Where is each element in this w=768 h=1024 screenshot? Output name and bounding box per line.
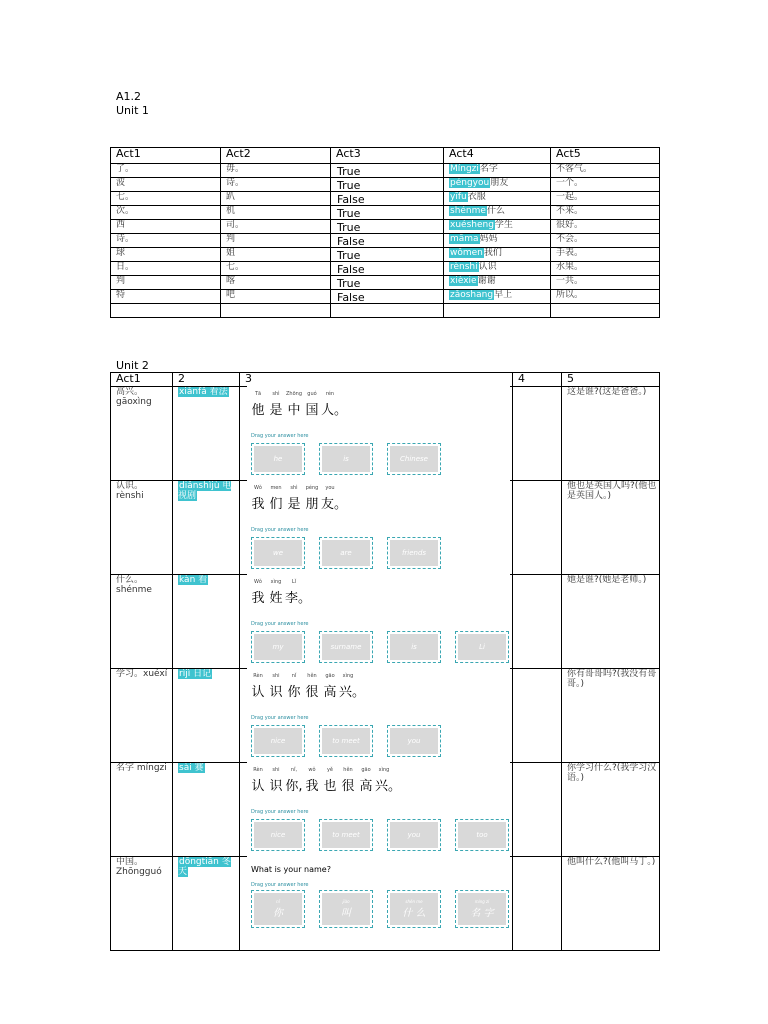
act4-cell <box>444 234 551 248</box>
act3-cell: True <box>331 178 444 192</box>
drop-target[interactable] <box>387 725 441 757</box>
hanzi-char: 兴。 <box>375 779 402 794</box>
answer-tile[interactable]: my <box>254 634 302 660</box>
pinyin-highlight: shénme <box>450 206 486 216</box>
act1-cell: 认识。rènshi <box>111 481 173 575</box>
hanzi-line <box>249 775 402 794</box>
answer-tile[interactable]: are <box>322 540 370 566</box>
pinyin-syllable: hěn <box>343 767 353 773</box>
tile-hanzi: 什 么 <box>402 908 426 919</box>
answer-tiles <box>251 537 455 569</box>
sentence-block <box>247 667 510 759</box>
col4-cell <box>513 387 562 481</box>
act2-cell <box>221 304 331 318</box>
answer-tile[interactable] <box>254 893 302 925</box>
hanzi-text: 妈妈 <box>479 234 498 244</box>
drop-target[interactable] <box>387 443 441 475</box>
hanzi-text: 朋友 <box>490 178 509 188</box>
drag-exercise-panel <box>247 385 510 933</box>
drop-target[interactable] <box>319 890 373 928</box>
col-header: 2 <box>173 373 240 387</box>
table-row <box>111 276 660 290</box>
drop-target[interactable] <box>251 890 305 928</box>
level-label: A1.2 <box>116 90 142 103</box>
answer-tile[interactable] <box>458 893 506 925</box>
pinyin-highlight: kàn 看 <box>179 575 208 585</box>
answer-tile[interactable]: Li <box>458 634 506 660</box>
pinyin-syllable: rén <box>325 391 335 397</box>
pinyin-syllable: péng <box>305 485 319 491</box>
act1-cell: 判 <box>111 276 221 290</box>
sentence-block <box>247 479 510 571</box>
act1-cell: 日。 <box>111 262 221 276</box>
act1-cell: 高兴。gāoxìng <box>111 387 173 481</box>
answer-tile[interactable]: to meet <box>322 822 370 848</box>
sentence-block <box>247 385 510 477</box>
act5-cell: 一起。 <box>551 192 660 206</box>
drop-target[interactable] <box>387 890 441 928</box>
drop-target[interactable] <box>455 819 509 851</box>
drop-target[interactable] <box>387 631 441 663</box>
table-row <box>111 304 660 318</box>
act5-cell: 不客气。 <box>551 164 660 178</box>
hanzi-line <box>249 399 348 418</box>
act4-cell <box>444 248 551 262</box>
answer-tiles <box>251 631 510 663</box>
act1-cell: 七。 <box>111 192 221 206</box>
hanzi-text: 我们 <box>483 248 502 258</box>
act3-cell: True <box>331 248 444 262</box>
pinyin-syllable: Rèn <box>253 673 263 679</box>
hanzi-char: 我 <box>305 779 319 794</box>
pinyin-syllable: shì <box>290 485 298 491</box>
act2-cell: 喀 <box>221 276 331 290</box>
pinyin-highlight: Míngzi <box>450 164 479 174</box>
act4-cell <box>444 276 551 290</box>
answer-tile[interactable]: he <box>254 446 302 472</box>
hanzi-char: 朋 <box>305 497 319 512</box>
act4-cell <box>444 220 551 234</box>
act2-cell: 毋。 <box>221 164 331 178</box>
col-header: Act5 <box>551 148 660 164</box>
col-header: Act3 <box>331 148 444 164</box>
col4-cell <box>513 575 562 669</box>
pinyin-syllable: wǒ <box>308 767 316 773</box>
drop-target[interactable] <box>251 725 305 757</box>
col-header: Act4 <box>444 148 551 164</box>
pinyin-line <box>249 579 303 585</box>
pinyin-line <box>249 673 357 679</box>
drag-label: Drag your answer here <box>251 882 309 888</box>
hanzi-char: 他 <box>251 403 265 418</box>
col2-cell <box>173 575 240 669</box>
hanzi-text: 衣服 <box>467 192 486 202</box>
act1-cell: 特 <box>111 290 221 304</box>
act1-cell: 西 <box>111 220 221 234</box>
act4-cell <box>444 304 551 318</box>
unit1-header-row <box>111 148 660 164</box>
col2-cell <box>173 857 240 951</box>
pinyin-syllable: Lǐ <box>291 579 297 585</box>
hanzi-char: 人。 <box>321 403 348 418</box>
col5-cell: 他叫什么?(他叫马丁。) <box>562 857 660 951</box>
drop-target[interactable] <box>319 537 373 569</box>
act1-cell: 名字 míngzi <box>111 763 173 857</box>
col4-cell <box>513 763 562 857</box>
tile-pinyin: jiào <box>342 899 350 904</box>
answer-tile[interactable]: Chinese <box>390 446 438 472</box>
hanzi-line <box>249 493 348 512</box>
pinyin-syllable: Wǒ <box>253 485 262 491</box>
col2-cell <box>173 669 240 763</box>
col4-cell <box>513 669 562 763</box>
act5-cell: 很好。 <box>551 220 660 234</box>
act2-cell: 趴 <box>221 192 331 206</box>
act2-cell: 判 <box>221 234 331 248</box>
drop-target[interactable] <box>455 890 509 928</box>
act1-cell: 中国。Zhōngguó <box>111 857 173 951</box>
answer-tiles <box>251 443 455 475</box>
act1-cell: 次。 <box>111 206 221 220</box>
pinyin-syllable: xìng <box>270 579 282 585</box>
unit2-title: Unit 2 <box>116 359 149 372</box>
act5-cell: 手表。 <box>551 248 660 262</box>
pinyin-syllable: Tā <box>254 391 262 397</box>
act2-cell: 诗。 <box>221 178 331 192</box>
pinyin-syllable: Rèn <box>253 767 263 773</box>
pinyin-syllable: xìng <box>378 767 390 773</box>
act1-cell: 学习。xuéxí <box>111 669 173 763</box>
hanzi-char: 是 <box>269 403 283 418</box>
hanzi-char: 识 <box>269 779 283 794</box>
act3-cell: False <box>331 262 444 276</box>
drag-label: Drag your answer here <box>251 433 309 439</box>
act3-cell: True <box>331 220 444 234</box>
drop-target[interactable] <box>251 631 305 663</box>
act3-cell: False <box>331 234 444 248</box>
pinyin-highlight: xiǎnfǎ 看法 <box>179 387 228 397</box>
act2-cell: 七。 <box>221 262 331 276</box>
pinyin-syllable: yě <box>326 767 334 773</box>
pinyin-syllable: gāo <box>361 767 371 773</box>
drop-target[interactable] <box>387 537 441 569</box>
col-header: 4 <box>513 373 562 387</box>
col5-cell: 你学习什么?(我学习汉语。) <box>562 763 660 857</box>
pinyin-highlight: wǒmen <box>450 248 483 258</box>
act1-cell: 了。 <box>111 164 221 178</box>
act2-cell: 司。 <box>221 220 331 234</box>
answer-tile[interactable]: surname <box>322 634 370 660</box>
pinyin-syllable: shì <box>272 391 280 397</box>
pinyin-highlight: sài 赛 <box>179 763 204 773</box>
act3-cell: True <box>331 276 444 290</box>
pinyin-syllable: nǐ, <box>290 767 298 773</box>
pinyin-line <box>249 485 339 491</box>
pinyin-highlight: māma <box>450 234 479 244</box>
hanzi-text: 名字 <box>479 164 498 174</box>
col2-cell <box>173 481 240 575</box>
act1-cell: 诗。 <box>111 234 221 248</box>
drop-target[interactable] <box>251 819 305 851</box>
answer-tiles <box>251 890 510 928</box>
hanzi-char: 我 <box>251 591 265 606</box>
question-block <box>247 855 510 933</box>
hanzi-char: 友。 <box>321 497 348 512</box>
answer-tile[interactable] <box>390 893 438 925</box>
col-header: Act2 <box>221 148 331 164</box>
col5-cell: 这是谁?(这是爸爸。) <box>562 387 660 481</box>
tile-hanzi: 你 <box>273 908 283 919</box>
pinyin-highlight: rènshi <box>450 262 478 272</box>
hanzi-char: 认 <box>251 685 265 700</box>
pinyin-syllable: guó <box>307 391 317 397</box>
answer-tile[interactable]: to meet <box>322 728 370 754</box>
drop-target[interactable] <box>455 631 509 663</box>
hanzi-line <box>249 587 312 606</box>
act5-cell: 不来。 <box>551 206 660 220</box>
pinyin-highlight: zǎoshang <box>450 290 494 300</box>
pinyin-syllable: nǐ <box>291 673 297 679</box>
act4-cell <box>444 178 551 192</box>
pinyin-line <box>249 391 339 397</box>
unit1-title: Unit 1 <box>116 104 149 117</box>
sentence-block <box>247 761 510 853</box>
answer-tile[interactable]: nice <box>254 728 302 754</box>
pinyin-highlight: rìjì 日记 <box>179 669 212 679</box>
hanzi-char: 你, <box>285 779 303 794</box>
act2-cell: 吧 <box>221 290 331 304</box>
drag-label: Drag your answer here <box>251 715 309 721</box>
sentence-block <box>247 573 510 665</box>
pinyin-highlight: péngyou <box>450 178 490 188</box>
act3-cell <box>331 304 444 318</box>
hanzi-char: 也 <box>323 779 337 794</box>
drag-label: Drag your answer here <box>251 621 309 627</box>
act1-cell <box>111 304 221 318</box>
act5-cell: 一共。 <box>551 276 660 290</box>
drag-label: Drag your answer here <box>251 527 309 533</box>
hanzi-char: 们 <box>269 497 283 512</box>
hanzi-char: 中 <box>287 403 301 418</box>
answer-tile[interactable]: nice <box>254 822 302 848</box>
table-row <box>111 178 660 192</box>
col4-cell <box>513 857 562 951</box>
act3-cell: True <box>331 206 444 220</box>
answer-tile[interactable]: is <box>322 446 370 472</box>
drop-target[interactable] <box>387 819 441 851</box>
hanzi-text: 谢谢 <box>477 276 496 286</box>
col-header: Act1 <box>111 373 173 387</box>
pinyin-highlight: dōngtiān 冬天 <box>178 857 231 877</box>
hanzi-char: 高 <box>323 685 337 700</box>
act5-cell: 所以。 <box>551 290 660 304</box>
act1-cell: 波 <box>111 178 221 192</box>
pinyin-syllable: Wǒ <box>253 579 262 585</box>
act4-cell <box>444 192 551 206</box>
hanzi-char: 你 <box>287 685 301 700</box>
act4-cell <box>444 262 551 276</box>
act3-cell: True <box>331 164 444 178</box>
answer-tile[interactable]: friends <box>390 540 438 566</box>
drop-target[interactable] <box>319 631 373 663</box>
act4-cell <box>444 290 551 304</box>
pinyin-syllable: Zhōng <box>286 391 302 397</box>
pinyin-syllable: xìng <box>342 673 354 679</box>
pinyin-syllable: you <box>325 485 335 491</box>
pinyin-syllable: gāo <box>325 673 335 679</box>
unit1-table <box>110 147 660 318</box>
answer-tile[interactable]: too <box>458 822 506 848</box>
col2-cell <box>173 387 240 481</box>
col-header: 5 <box>562 373 660 387</box>
hanzi-char: 国 <box>305 403 319 418</box>
act1-cell: 什么。shénme <box>111 575 173 669</box>
answer-tile[interactable]: you <box>390 728 438 754</box>
answer-tile[interactable] <box>322 893 370 925</box>
tile-pinyin: nǐ <box>276 899 280 904</box>
answer-tiles <box>251 725 455 757</box>
table-row <box>111 164 660 178</box>
hanzi-char: 是 <box>287 497 301 512</box>
hanzi-text: 认识 <box>478 262 497 272</box>
question-text: What is your name? <box>251 865 331 874</box>
act5-cell <box>551 304 660 318</box>
hanzi-text: 什么 <box>486 206 505 216</box>
col5-cell: 他也是英国人吗?(他也是英国人。) <box>562 481 660 575</box>
act2-cell: 机 <box>221 206 331 220</box>
act5-cell: 水果。 <box>551 262 660 276</box>
tile-hanzi: 名 字 <box>470 908 494 919</box>
hanzi-line <box>249 681 366 700</box>
col4-cell <box>513 481 562 575</box>
act2-cell: 姐 <box>221 248 331 262</box>
hanzi-char: 高 <box>359 779 373 794</box>
pinyin-syllable: men <box>270 485 282 491</box>
act5-cell: 不会。 <box>551 234 660 248</box>
tile-pinyin: míng zi <box>474 899 490 904</box>
hanzi-char: 认 <box>251 779 265 794</box>
drop-target[interactable] <box>319 725 373 757</box>
answer-tile[interactable]: you <box>390 822 438 848</box>
hanzi-char: 很 <box>341 779 355 794</box>
act3-cell: False <box>331 192 444 206</box>
act1-cell: 球 <box>111 248 221 262</box>
act4-cell <box>444 206 551 220</box>
hanzi-char: 兴。 <box>339 685 366 700</box>
act4-cell <box>444 164 551 178</box>
answer-tile[interactable]: is <box>390 634 438 660</box>
col5-cell: 你有哥哥吗?(我没有哥哥。) <box>562 669 660 763</box>
pinyin-highlight: diǎnshìjù 电视剧 <box>178 481 232 501</box>
answer-tiles <box>251 819 510 851</box>
hanzi-text: 早上 <box>494 290 513 300</box>
hanzi-char: 姓 <box>269 591 283 606</box>
table-row <box>111 248 660 262</box>
col2-cell <box>173 763 240 857</box>
hanzi-text: 学生 <box>494 220 513 230</box>
table-row <box>111 192 660 206</box>
drop-target[interactable] <box>251 443 305 475</box>
col-header: Act1 <box>111 148 221 164</box>
hanzi-char: 我 <box>251 497 265 512</box>
table-row <box>111 206 660 220</box>
drag-label: Drag your answer here <box>251 809 309 815</box>
hanzi-char: 识 <box>269 685 283 700</box>
act3-cell: False <box>331 290 444 304</box>
drop-target[interactable] <box>319 819 373 851</box>
drop-target[interactable] <box>319 443 373 475</box>
pinyin-highlight: xuésheng <box>450 220 494 230</box>
table-row <box>111 220 660 234</box>
answer-tile[interactable]: we <box>254 540 302 566</box>
tile-hanzi: 叫 <box>341 908 351 919</box>
pinyin-highlight: yīfu <box>450 192 467 202</box>
col-header: 3 <box>240 373 513 387</box>
drop-target[interactable] <box>251 537 305 569</box>
pinyin-syllable: shi <box>272 767 280 773</box>
hanzi-char: 很 <box>305 685 319 700</box>
pinyin-highlight: xièxie <box>450 276 477 286</box>
table-row <box>111 262 660 276</box>
pinyin-syllable: hěn <box>307 673 317 679</box>
table-row <box>111 234 660 248</box>
act5-cell: 一个。 <box>551 178 660 192</box>
tile-pinyin: shén me <box>405 899 423 904</box>
table-row <box>111 290 660 304</box>
hanzi-char: 李。 <box>285 591 312 606</box>
col5-cell: 她是谁?(她是老师。) <box>562 575 660 669</box>
pinyin-syllable: shi <box>272 673 280 679</box>
pinyin-line <box>249 767 393 773</box>
